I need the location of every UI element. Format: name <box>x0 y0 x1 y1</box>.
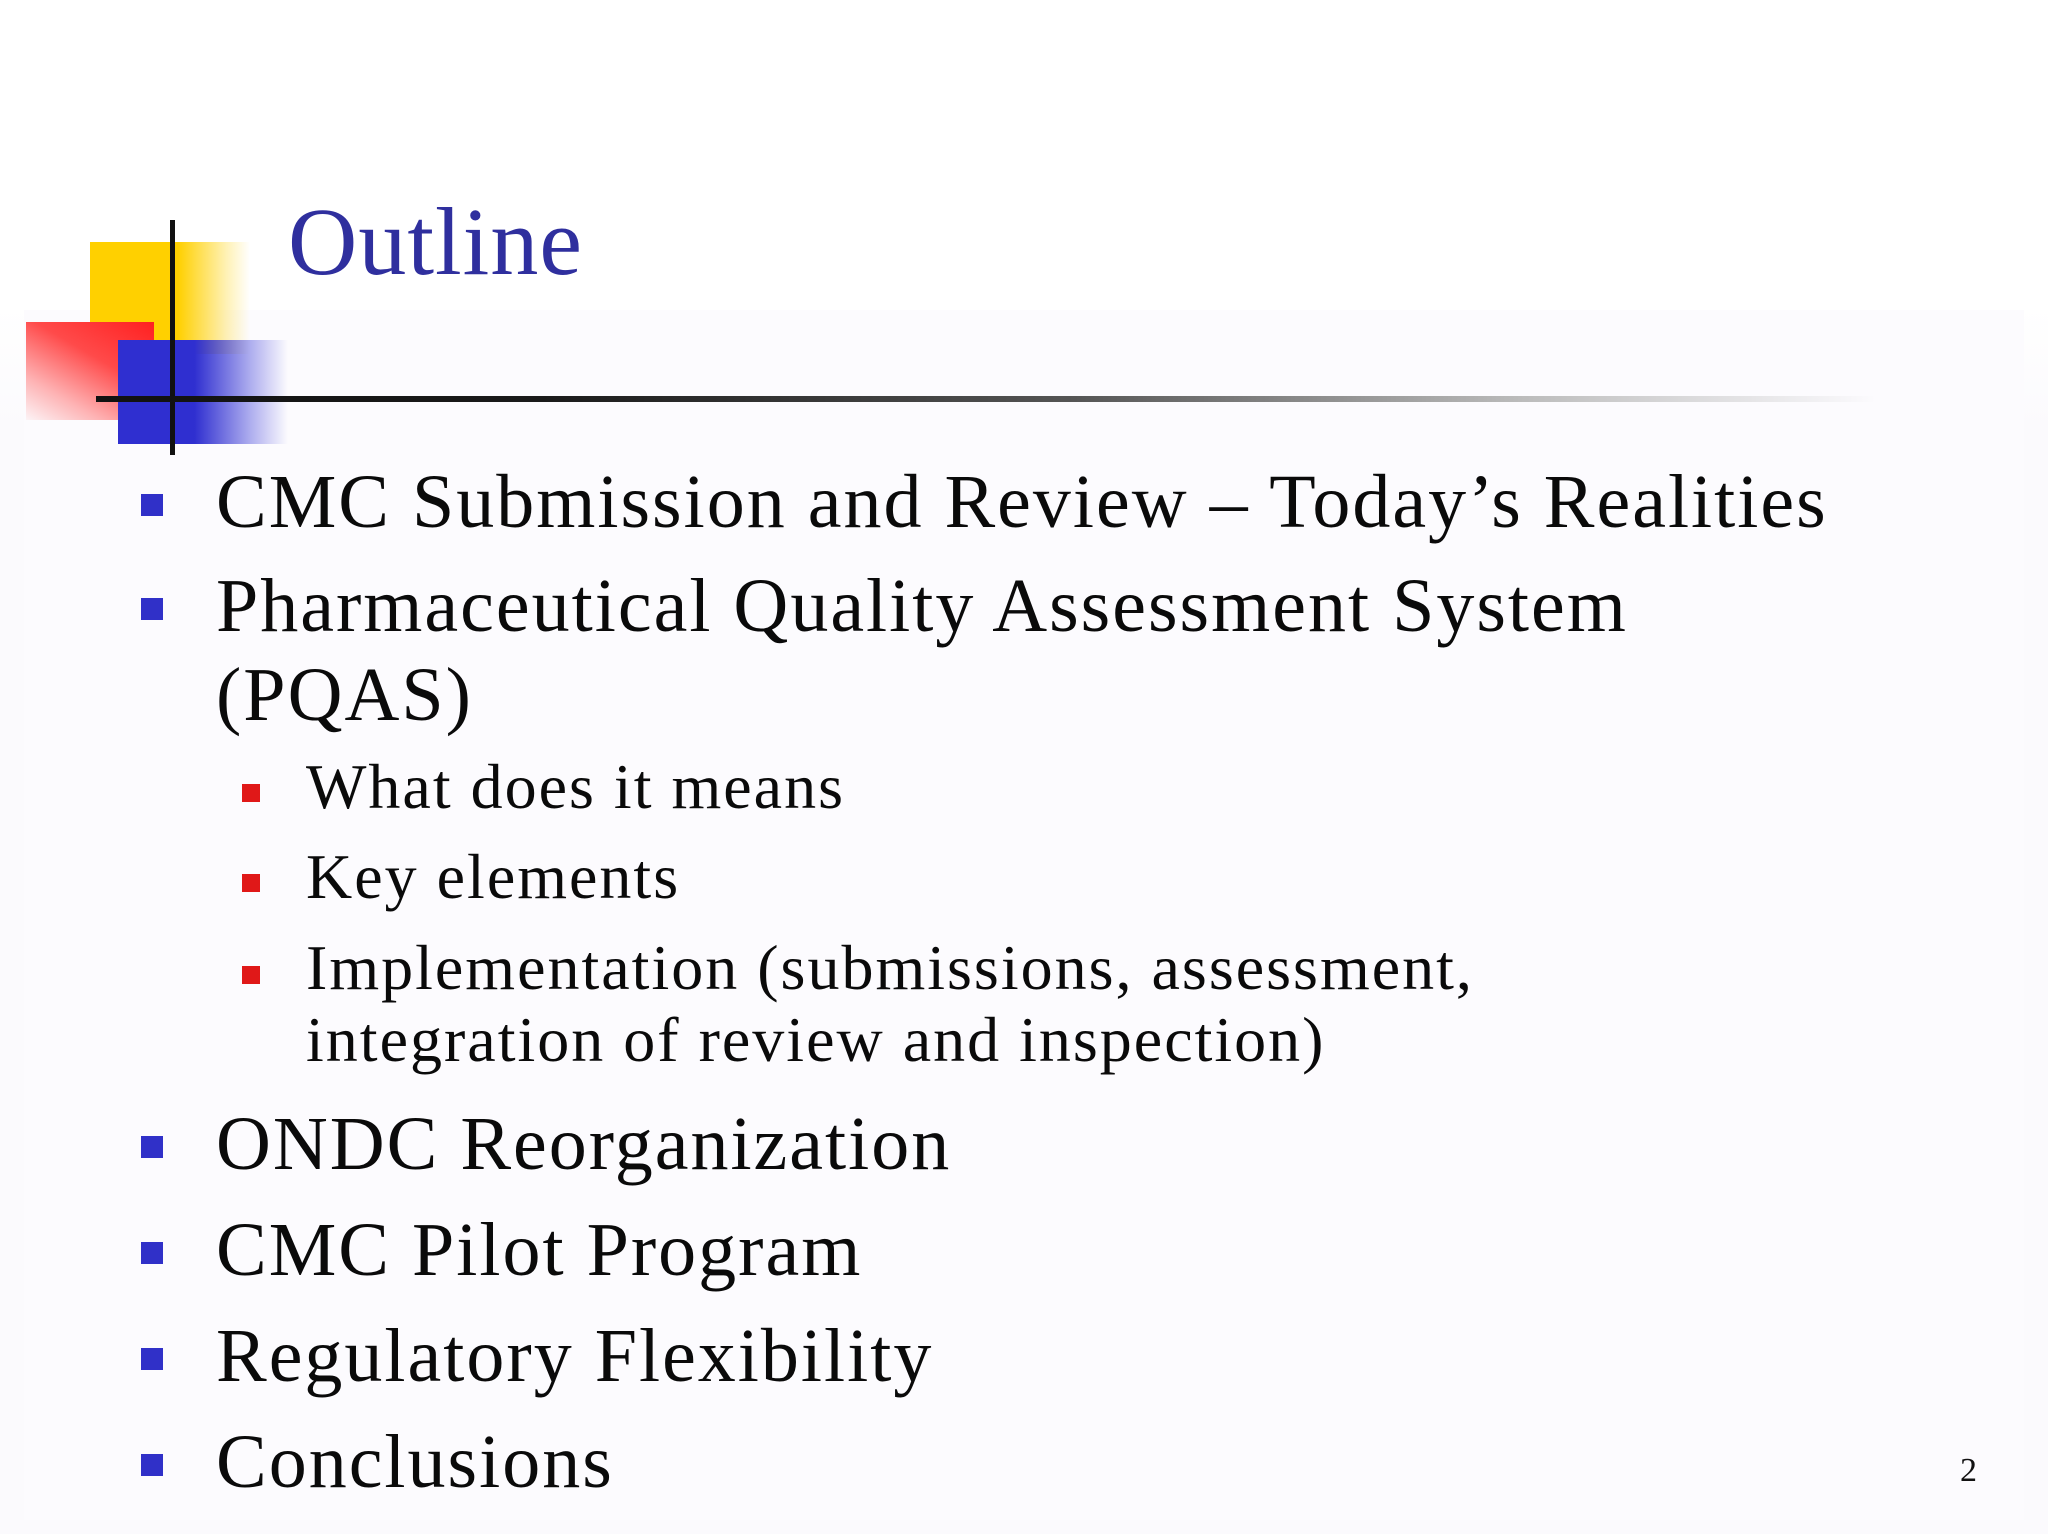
outline-item <box>216 562 1628 740</box>
title-underline-rule <box>96 396 1876 402</box>
square-bullet-icon <box>141 494 163 516</box>
outline-item-text-line: Pharmaceutical Quality Assessment System <box>216 564 1628 648</box>
outline-item <box>216 1312 933 1401</box>
page-number: 2 <box>1960 1452 1977 1489</box>
square-bullet-icon <box>141 1348 163 1370</box>
outline-item-text: CMC Submission and Review – Today’s Realities <box>216 460 1828 544</box>
outline-item-text-line: (PQAS) <box>216 652 473 737</box>
square-bullet-icon <box>141 1242 163 1264</box>
slide-title: Outline <box>288 188 583 295</box>
logo-vertical-rule <box>170 220 175 455</box>
outline-subitem-text-line: Implementation (submissions, assessment, <box>306 932 1474 1003</box>
outline-item <box>216 458 1828 547</box>
outline-item-text: Conclusions <box>216 1420 614 1504</box>
outline-subitem-text-line: integration of review and inspection) <box>306 1003 1326 1075</box>
outline-item <box>216 1206 862 1295</box>
outline-subitem <box>306 840 680 915</box>
outline-subitem-text: What does it means <box>306 751 845 822</box>
outline-subitem <box>306 932 1474 1075</box>
square-bullet-icon <box>141 1454 163 1476</box>
square-bullet-icon <box>141 1136 163 1158</box>
outline-subitem-text: Key elements <box>306 841 681 912</box>
outline-item-text: ONDC Reorganization <box>216 1102 952 1186</box>
outline-item <box>216 1418 614 1507</box>
square-bullet-icon <box>242 784 260 802</box>
square-bullet-icon <box>242 874 260 892</box>
outline-item <box>216 1100 951 1189</box>
logo-blue-square <box>118 340 288 444</box>
square-bullet-icon <box>242 966 260 984</box>
outline-subitem <box>306 750 845 825</box>
outline-item-text: CMC Pilot Program <box>216 1208 863 1292</box>
outline-item-text: Regulatory Flexibility <box>216 1314 934 1398</box>
square-bullet-icon <box>141 598 163 620</box>
